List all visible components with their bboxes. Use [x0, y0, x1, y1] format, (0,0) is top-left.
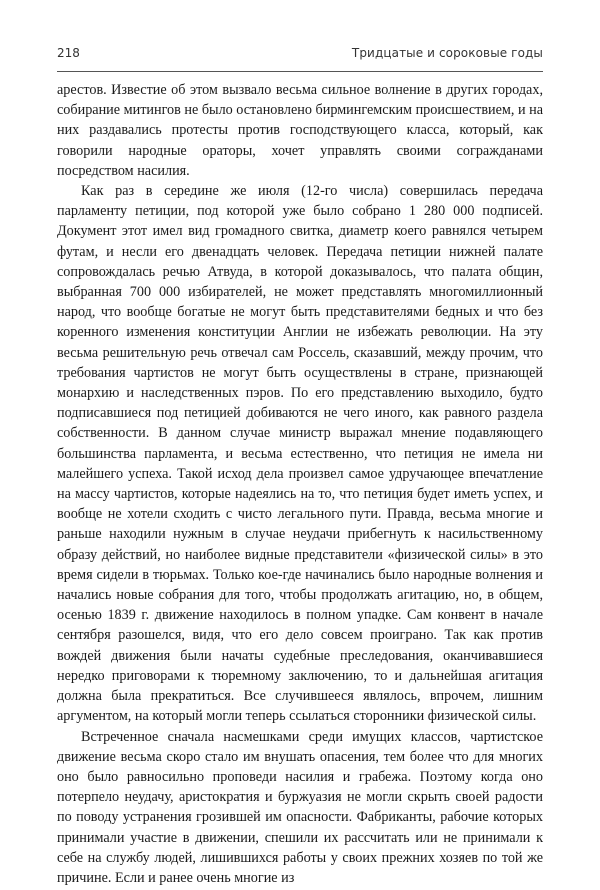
body-text: [57, 80, 543, 888]
page-number: 218: [57, 46, 80, 60]
running-header: [57, 46, 543, 72]
paragraph: Как раз в середине же июля (12-го числа) совершилась передача парламенту петиции, под которой уже было собрано 1 280 000 подписей. Документ этот имел вид громадного свитка, диаметр коего равнялся четырем футам, и несли его двенадцать человек. Передача петиции нижней палате сопровождалась речью Атвуда, в которой доказывалось, что палата общин, выбранная 700 000 избирателей, не может представлять многомиллионный народ, что вообще богатые не могут быть представителями бедных и что без коренного изменения конституции Англии не избежать революции. На эту весьма решительную речь отвечал сам Россель, сказавший, между прочим, что требования чартистов не могут быть осуществлены в стране, признающей монархию и наследственных пэров. По его представлению выходило, будто подписавшиеся под петицией добиваются не чего иного, как равного раздела собственности. В данном случае министр выражал мнение подавляющего большинства парламента, и весьма естественно, что петиция не имела ни малейшего успеха. Такой исход дела произвел самое удручающее впечатление на массу чартистов, которые надеялись на то, что петиция будет иметь успех, и вообще не хотели сходить с чисто легального пути. Правда, весьма многие и раньше находили нужным в случае неудачи прибегнуть к насильственному образу действий, но наиболее видные представители «физической силы» в это время сидели в тюрьмах. Только кое-где начинались было народные волнения и начались новые собрания для того, чтобы продолжать агитацию, но, в общем, осенью 1839 г. движение находилось в полном упадке. Сам конвент в начале сентября разошелся, видя, что его дело совсем проиграно. Так как против вождей движения были начаты судебные преследования, оканчивавшиеся нередко приговорами к тюремному заключению, то и дальнейшая агитация должна была прекратиться. Все случившееся являлось, впрочем, лишним аргументом, на который могли теперь ссылаться сторонники физической силы.: [57, 183, 543, 725]
paragraph: Встреченное сначала насмешками среди имущих классов, чартистское движение весьма скоро стало им внушать опасения, тем более что для многих оно было равносильно проповеди насилия и грабежа. Поэтому когда оно потерпело неудачу, аристократия и буржуазия не могли скрыть своей радости по поводу устранения грозившей им опасности. Фабриканты, рабочие которых принимали участие в движении, спешили их рассчитать или не принимали к себе на службу людей, лишившихся работы у своих прежних хозяев по той же причине. Если и ранее очень многие из: [57, 728, 543, 886]
paragraph-continued: арестов. Известие об этом вызвало весьма сильное волнение в других городах, собирание митингов не было остановлено бирмингемским происшествием, и на них раздавались протесты против господствующего класса, который, как говорили народные ораторы, хочет управлять своими согражданами посредством насилия.: [57, 82, 544, 179]
running-title: Тридцатые и сороковые годы: [351, 46, 543, 60]
book-page: [57, 46, 543, 888]
